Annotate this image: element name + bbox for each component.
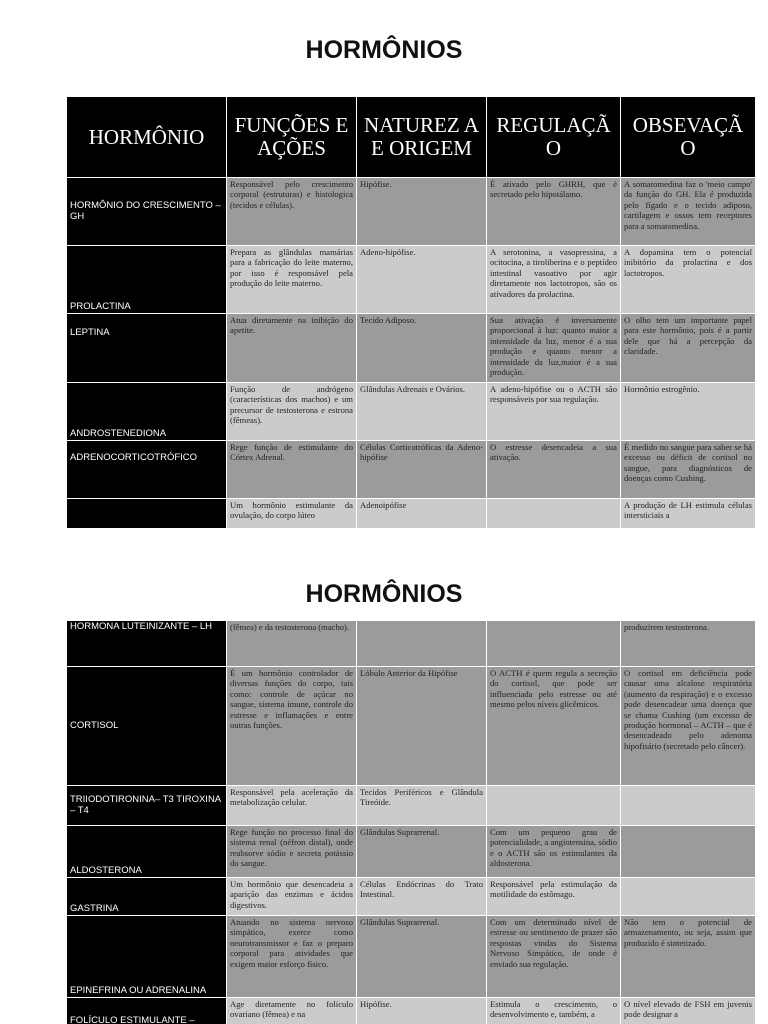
table-row [67, 998, 756, 1024]
cell-observacao: Não tem o potencial de armazenamento, ou seja, assim que produzido é sintetizado. [621, 916, 756, 998]
table-header-row [67, 97, 756, 178]
cell-observacao [621, 878, 756, 916]
page-title: HORMÔNIOS [305, 580, 463, 608]
hormone-name: ALDOSTERONA [67, 826, 227, 878]
cell-observacao [621, 826, 756, 878]
cell-regulacao: O estresse desencadeia a sua ativação. [487, 441, 621, 499]
cell-natureza: Tecidos Periféricos e Glândula Tireóide. [357, 786, 487, 826]
table-row [67, 246, 756, 314]
table-row [67, 878, 756, 916]
table-row [67, 383, 756, 441]
cell-funcoes: Rege função no processo final do sistema renal (néfron distal), onde reabsorve sódio e secreta potássio do sangue. [227, 826, 357, 878]
cell-funcoes: Um hormônio estimulante da ovulação, do corpo lúteo [227, 499, 357, 529]
cell-observacao: produzirem testosterona. [621, 621, 756, 667]
cell-natureza: Glândulas Suprarrenal. [357, 916, 487, 998]
cell-natureza: Células Corticotróficas da Adeno-hipófise [357, 441, 487, 499]
hormone-name: ADRENOCORTICOTRÓFICO [67, 441, 227, 499]
cell-funcoes: Responsável pelo crescimento corporal (estruturas) e histologica (tecidos e células). [227, 178, 357, 246]
cell-natureza: Glândulas Adrenais e Ovários. [357, 383, 487, 441]
cell-funcoes: Age diretamente no folículo ovariano (fêmea) e na [227, 998, 357, 1024]
hormone-name: HORMÔNIO DO CRESCIMENTO – GH [67, 178, 227, 246]
table-row [67, 499, 756, 529]
hormone-name: EPINEFRINA OU ADRENALINA [67, 916, 227, 998]
table-row [67, 826, 756, 878]
table-row [67, 441, 756, 499]
cell-funcoes: (fêmea) e da testosterona (macho). [227, 621, 357, 667]
hormone-name: LEPTINA [67, 314, 227, 383]
cell-regulacao: A serotonina, a vasopressina, a ocitocina, a tiroliberina e o peptídeo intestinal vasoativo por agir diretamente nos lactotropos, são os ativadores da prolactina. [487, 246, 621, 314]
hormone-table-page-2 [66, 620, 755, 1024]
cell-observacao: O olho tem um importante papel para este hormônio, pois é a partir dele que há a percepção da claridade. [621, 314, 756, 383]
cell-funcoes: Rege função de estimulante do Córtex Adrenal. [227, 441, 357, 499]
cell-funcoes: Função de andrógeno (características dos machos) e um precursor de testosterona e estrona (fêmeas). [227, 383, 357, 441]
hormone-name: FOLÍCULO ESTIMULANTE – [67, 998, 227, 1024]
hormone-table-page-1 [66, 96, 755, 530]
cell-natureza: Adenoipófise [357, 499, 487, 529]
cell-natureza: Hipófise. [357, 178, 487, 246]
cell-regulacao [487, 499, 621, 529]
table-row [67, 314, 756, 383]
cell-observacao: A somatomedina faz o 'meio campo' da função do GH. Ela é produzida pelo fígado e o tecido adiposo, cartilagem e ossos tem receptores para a somatomedina. [621, 178, 756, 246]
hormone-name [67, 499, 227, 529]
cell-funcoes: Atuando no sistema nervoso simpático, exerce como neurotransmissor e faz o preparo corporal para atividades que exigem maior esforço físico. [227, 916, 357, 998]
cell-observacao: É medido no sangue para saber se há excesso ou déficit de cortisol no sangue, para diagnósticos de doenças como Cushing. [621, 441, 756, 499]
cell-funcoes: Prepara as glândulas mamárias para a fabricação do leite materno, por isso é responsável pela produção do leite materno. [227, 246, 357, 314]
cell-regulacao: Estimula o crescimento, o desenvolvimento e, também, a [487, 998, 621, 1024]
table-row [67, 916, 756, 998]
page-title: HORMÔNIOS [305, 36, 463, 64]
hormone-name: HORMONA LUTEINIZANTE – LH [67, 621, 227, 667]
cell-regulacao: Sua ativação é inversamente proporcional à luz: quanto maior a intensidade da luz, menor é a sua produção e quanto menor a intensidade da luz,maior é a sua produção. [487, 314, 621, 383]
cell-natureza: Tecido Adiposo. [357, 314, 487, 383]
hormone-name: CORTISOL [67, 667, 227, 786]
cell-natureza: Lóbulo Anterior da Hipófise [357, 667, 487, 786]
cell-funcoes: Um hormônio que desencadeia a aparição das enzimas e ácidos digestivos. [227, 878, 357, 916]
hormone-name: TRIIODOTIRONINA– T3 TIROXINA – T4 [67, 786, 227, 826]
header-funcoes: FUNÇÕES E AÇÕES [227, 97, 357, 178]
cell-regulacao: Responsável pela estimulação da motilidade do estômago. [487, 878, 621, 916]
header-hormonio: HORMÔNIO [67, 97, 227, 178]
cell-regulacao: Com um pequeno grau de potencialidade, a angiotensina, sódio e o ACTH são os estimulantes da aldosterona. [487, 826, 621, 878]
header-natureza: NATUREZ A E ORIGEM [357, 97, 487, 178]
cell-regulacao [487, 786, 621, 826]
cell-regulacao: É ativado pelo GHRH, que é secretado pelo hipotálamo. [487, 178, 621, 246]
cell-natureza: Glândulas Suprarrenal. [357, 826, 487, 878]
table-row [67, 786, 756, 826]
header-regulacao: REGULAÇÃ O [487, 97, 621, 178]
hormone-name: ANDROSTENEDIONA [67, 383, 227, 441]
cell-funcoes: Atua diretamente na inibição do apetite. [227, 314, 357, 383]
cell-natureza: Células Endócrinas do Trato Intestinal. [357, 878, 487, 916]
cell-funcoes: É um hormônio controlador de diversas funções do corpo, tais como: controle de açúcar no sangue, sistema imune, controle do estresse e inflamações e entre outras funções. [227, 667, 357, 786]
cell-observacao: O cortisol em deficiência pode causar uma alcalose respiratória (aumento da respiração) e o excesso pode desencadear uma doença que se chama Cushing (um excesso de produção hormonal – ACTH – que é desencadeado pelo adenoma hipofisário (secretado pelo câncer). [621, 667, 756, 786]
cell-observacao: Hormônio estrogênio. [621, 383, 756, 441]
cell-observacao: A dopamina tem o potencial inibitório da prolactina e dos lactotropos. [621, 246, 756, 314]
cell-observacao [621, 786, 756, 826]
header-observacao: OBSEVAÇÃ O [621, 97, 756, 178]
cell-regulacao: Com um determinado nível de estresse ou sentimento de prazer são respostas vindas do Sistema Nervoso Simpático, de onde é enviado sua regulação. [487, 916, 621, 998]
cell-regulacao: O ACTH é quem regula a secreção do cortisol, que pode ser influenciada pelo estresse ou até mesmo pelos níveis glicêmicos. [487, 667, 621, 786]
hormone-name: PROLACTINA [67, 246, 227, 314]
table-row [67, 667, 756, 786]
hormone-name: GASTRINA [67, 878, 227, 916]
cell-regulacao: A adeno-hipófise ou o ACTH são responsáveis por sua regulação. [487, 383, 621, 441]
cell-observacao: A produção de LH estimula células intersticiais a [621, 499, 756, 529]
cell-natureza [357, 621, 487, 667]
cell-natureza: Adeno-hipófise. [357, 246, 487, 314]
table-row [67, 178, 756, 246]
cell-observacao: O nível elevado de FSH em juvenis pode designar a [621, 998, 756, 1024]
cell-regulacao [487, 621, 621, 667]
cell-funcoes: Responsável pela aceleração da metabolização celular. [227, 786, 357, 826]
cell-natureza: Hipófise. [357, 998, 487, 1024]
table-row [67, 621, 756, 667]
